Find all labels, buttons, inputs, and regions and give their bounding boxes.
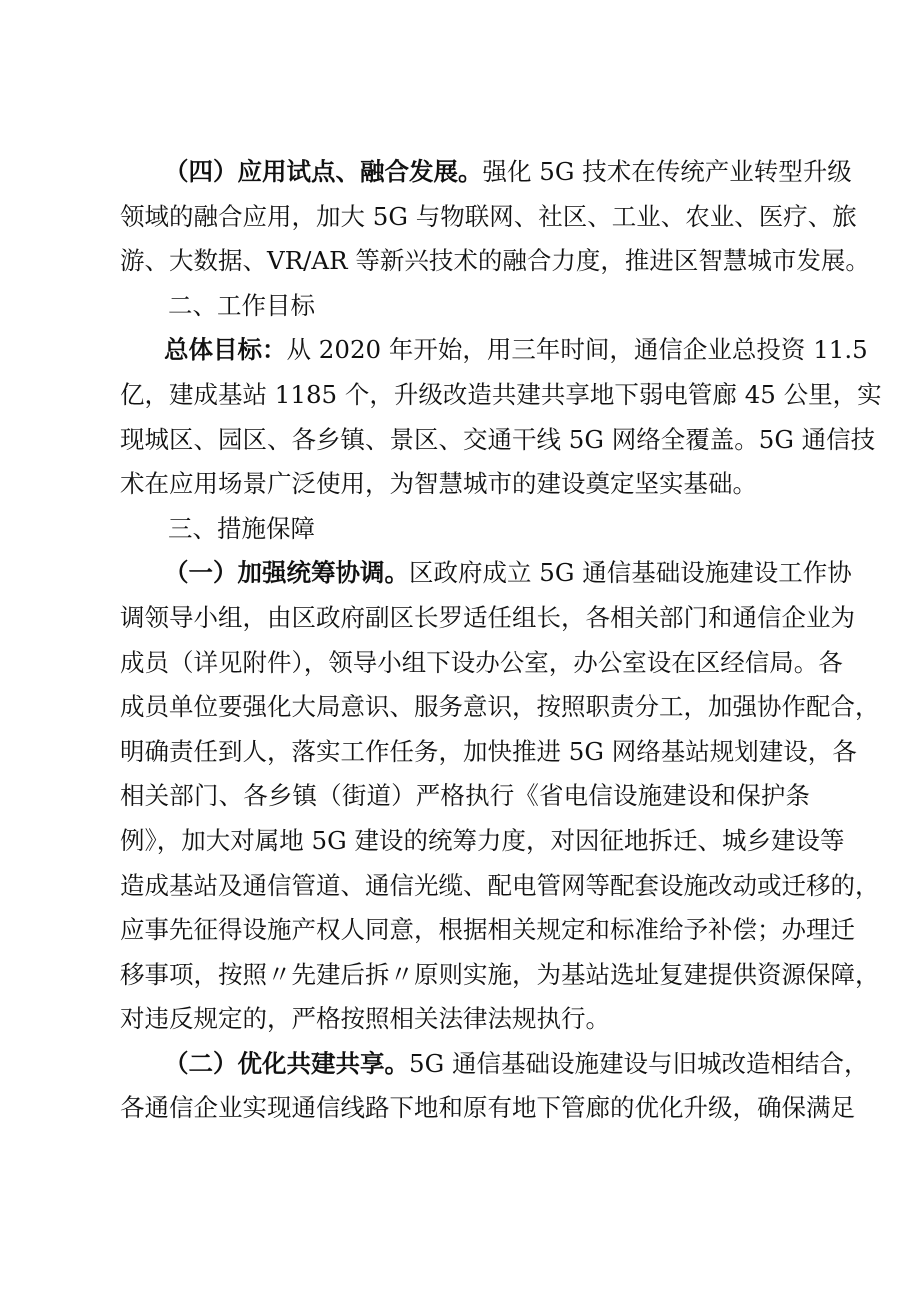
section-heading: （四）应用试点、融合发展。 (164, 157, 483, 186)
paragraph-line: 领域的融合应用，加大 5G 与物联网、社区、工业、农业、医疗、旅 (120, 201, 857, 231)
section-heading: （二）优化共建共享。 (164, 1048, 409, 1078)
paragraph-line (120, 150, 852, 195)
paragraph-line: 成员单位要强化大局意识、服务意识，按照职责分工，加强协作配合， (120, 692, 880, 722)
paragraph-line: 各通信企业实现通信线路下地和原有地下管廊的优化升级，确保满足 (120, 1093, 855, 1123)
paragraph-line: 造成基站及通信管道、通信光缆、配电管网等配套设施改动或迁移的， (120, 870, 880, 900)
paragraph-line: 术在应用场景广泛使用，为智慧城市的建设奠定坚实基础。 (120, 469, 757, 499)
paragraph-line: 应事先征得设施产权人同意，根据相关规定和标准给予补偿；办理迁 (120, 915, 855, 945)
paragraph-line: 移事项，按照〃先建后拆〃原则实施，为基站选址复建提供资源保障， (120, 959, 880, 989)
paragraph-line: 对违反规定的，严格按照相关法律法规执行。 (120, 1004, 610, 1034)
paragraph-text: 强化 5G 技术在传统产业转型升级 (482, 157, 852, 186)
paragraph-line: 例》，加大对属地 5G 建设的统筹力度，对因征地拆迁、城乡建设等 (120, 825, 845, 855)
section-title: 二、工作目标 (168, 290, 315, 320)
paragraph-text: 区政府成立 5G 通信基础设施建设工作协 (409, 558, 852, 588)
paragraph-text: 5G 通信基础设施建设与旧城改造相结合， (409, 1048, 869, 1078)
paragraph-line (120, 551, 852, 596)
paragraph-line: 成员（详见附件），领导小组下设办公室，办公室设在区经信局。各 (120, 647, 843, 677)
paragraph-line: 明确责任到人，落实工作任务，加快推进 5G 网络基站规划建设，各 (120, 736, 857, 766)
paragraph-line (120, 1042, 869, 1087)
section-heading: 总体目标： (164, 335, 287, 365)
paragraph-line: 相关部门、各乡镇（街道）严格执行《省电信设施建设和保护条 (120, 781, 810, 811)
document-page (120, 150, 882, 1131)
paragraph-line: 亿，建成基站 1185 个，升级改造共建共享地下弱电管廊 45 公里，实 (120, 379, 882, 409)
section-heading: （一）加强统筹协调。 (164, 558, 409, 588)
section-title: 三、措施保障 (168, 513, 315, 543)
paragraph-line: 游、大数据、VR/AR 等新兴技术的融合力度，推进区智慧城市发展。 (120, 246, 870, 276)
paragraph-line: 现城区、园区、各乡镇、景区、交通干线 5G 网络全覆盖。5G 通信技 (120, 424, 876, 454)
paragraph-line: 调领导小组，由区政府副区长罗适任组长，各相关部门和通信企业为 (120, 602, 855, 632)
paragraph-text: 从 2020 年开始，用三年时间，通信企业总投资 11.5 (286, 335, 868, 365)
paragraph-line (120, 328, 868, 373)
